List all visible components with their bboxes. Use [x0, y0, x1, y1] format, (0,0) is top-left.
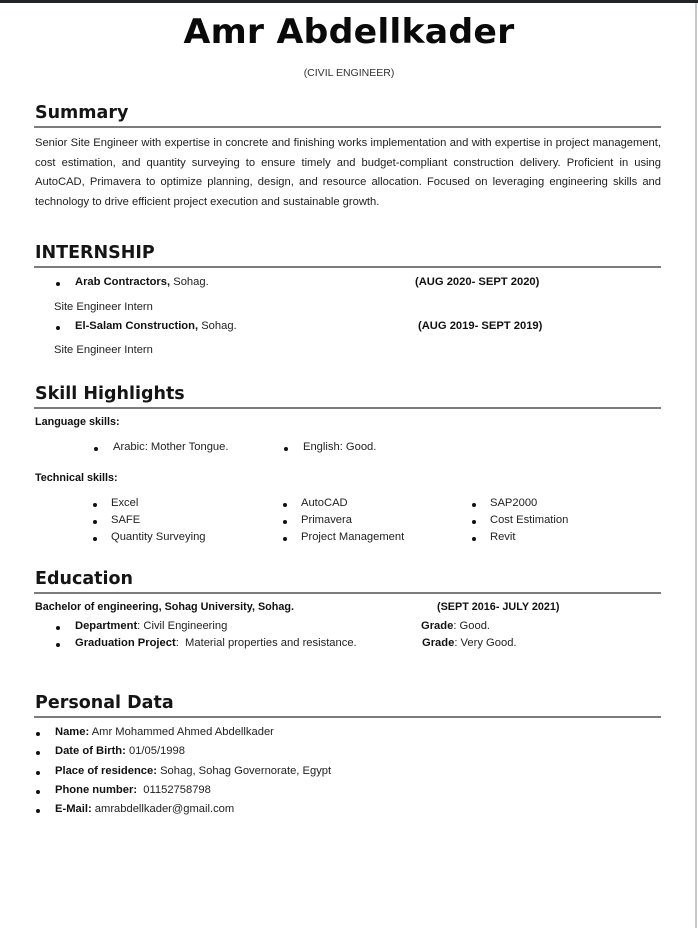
personal-value: Amr Mohammed Ahmed Abdellkader	[89, 726, 274, 738]
personal-label: Date of Birth:	[55, 745, 126, 757]
internship-role: Site Engineer Intern	[54, 344, 153, 356]
bullet-icon	[93, 503, 97, 507]
bullet-icon	[472, 537, 476, 541]
bullet-icon	[36, 790, 40, 794]
technical-skill: Quantity Surveying	[111, 531, 206, 543]
technical-skill: Primavera	[301, 514, 352, 526]
education-graduation-project	[75, 637, 357, 649]
personal-rule	[34, 716, 661, 718]
candidate-name: Amr Abdellkader	[183, 12, 515, 52]
internship-location: Sohag.	[198, 320, 237, 332]
grade-value: : Good.	[453, 620, 491, 632]
internship-company: El-Salam Construction,	[75, 320, 199, 332]
internship-role: Site Engineer Intern	[54, 301, 153, 313]
bullet-icon	[56, 626, 60, 630]
grade-label: Grade	[422, 637, 455, 649]
bullet-icon	[56, 282, 60, 286]
education-department	[75, 620, 227, 632]
education-grade	[421, 620, 490, 632]
bullet-icon	[283, 503, 287, 507]
personal-name	[55, 726, 274, 738]
technical-skills-label: Technical skills:	[35, 472, 118, 484]
technical-skill: Revit	[490, 531, 516, 543]
education-department-label: Department	[75, 620, 138, 632]
education-rule	[34, 592, 661, 594]
grade-label: Grade	[421, 620, 454, 632]
skills-rule	[34, 407, 661, 409]
bullet-icon	[93, 537, 97, 541]
internship-heading: INTERNSHIP	[35, 243, 155, 263]
personal-value: 01152758798	[137, 784, 211, 796]
personal-label: Phone number:	[55, 784, 138, 796]
internship-location: Sohag.	[170, 276, 209, 288]
technical-skill: AutoCAD	[301, 497, 348, 509]
bullet-icon	[36, 751, 40, 755]
skills-heading: Skill Highlights	[35, 384, 185, 404]
candidate-title: (CIVIL ENGINEER)	[303, 67, 395, 79]
education-department-value: : Civil Engineering	[137, 620, 228, 632]
summary-rule	[34, 126, 661, 128]
personal-value[interactable]: amrabdellkader@gmail.com	[91, 803, 235, 815]
summary-text: Senior Site Engineer with expertise in concrete and finishing works implementation and with expertise in project management, cost estimation, and quantity surveying to ensure timely and budget-compliant construction delivery. Proficient in using AutoCAD, Primavera to optimize planning, design, and resource allocation. Focused on leveraging engineering skills and technology to drive efficient project execution and sustainable growth.	[35, 137, 661, 208]
bullet-icon	[472, 520, 476, 524]
graduation-project-label: Graduation Project	[75, 637, 176, 649]
bullet-icon	[36, 771, 40, 775]
bullet-icon	[56, 643, 60, 647]
personal-residence	[55, 765, 331, 777]
language-skill: English: Good.	[303, 441, 377, 453]
technical-skill: SAFE	[111, 514, 141, 526]
personal-label: Name:	[55, 726, 90, 738]
internship-dates: (AUG 2019- SEPT 2019)	[418, 320, 543, 332]
personal-email	[55, 803, 234, 815]
bullet-icon	[283, 520, 287, 524]
language-skills-label: Language skills:	[35, 416, 120, 428]
personal-phone	[55, 784, 211, 796]
internship-company-line	[75, 320, 237, 332]
education-degree: Bachelor of engineering, Sohag University, Sohag.	[35, 601, 294, 613]
graduation-project-value: : Material properties and resistance.	[175, 637, 357, 649]
personal-value: Sohag, Sohag Governorate, Egypt	[156, 765, 332, 777]
project-grade	[422, 637, 517, 649]
personal-heading: Personal Data	[35, 693, 174, 713]
internship-company-line	[75, 276, 209, 288]
internship-company: Arab Contractors,	[75, 276, 171, 288]
technical-skill: Project Management	[301, 531, 405, 543]
language-skill: Arabic: Mother Tongue.	[113, 441, 229, 453]
personal-dob	[55, 745, 185, 757]
bullet-icon	[56, 326, 60, 330]
bullet-icon	[36, 732, 40, 736]
bullet-icon	[93, 520, 97, 524]
internship-rule	[34, 266, 661, 268]
bullet-icon	[284, 447, 288, 451]
internship-dates: (AUG 2020- SEPT 2020)	[415, 276, 540, 288]
technical-skill: SAP2000	[490, 497, 538, 509]
bullet-icon	[283, 537, 287, 541]
education-heading: Education	[35, 569, 133, 589]
education-dates: (SEPT 2016- JULY 2021)	[437, 601, 560, 613]
grade-value: : Very Good.	[454, 637, 517, 649]
technical-skill: Cost Estimation	[490, 514, 569, 526]
personal-label: Place of residence:	[55, 765, 157, 777]
personal-label: E-Mail:	[55, 803, 92, 815]
personal-value: 01/05/1998	[125, 745, 185, 757]
bullet-icon	[36, 809, 40, 813]
technical-skill: Excel	[111, 497, 139, 509]
summary-heading: Summary	[35, 103, 129, 123]
bullet-icon	[472, 503, 476, 507]
bullet-icon	[94, 447, 98, 451]
